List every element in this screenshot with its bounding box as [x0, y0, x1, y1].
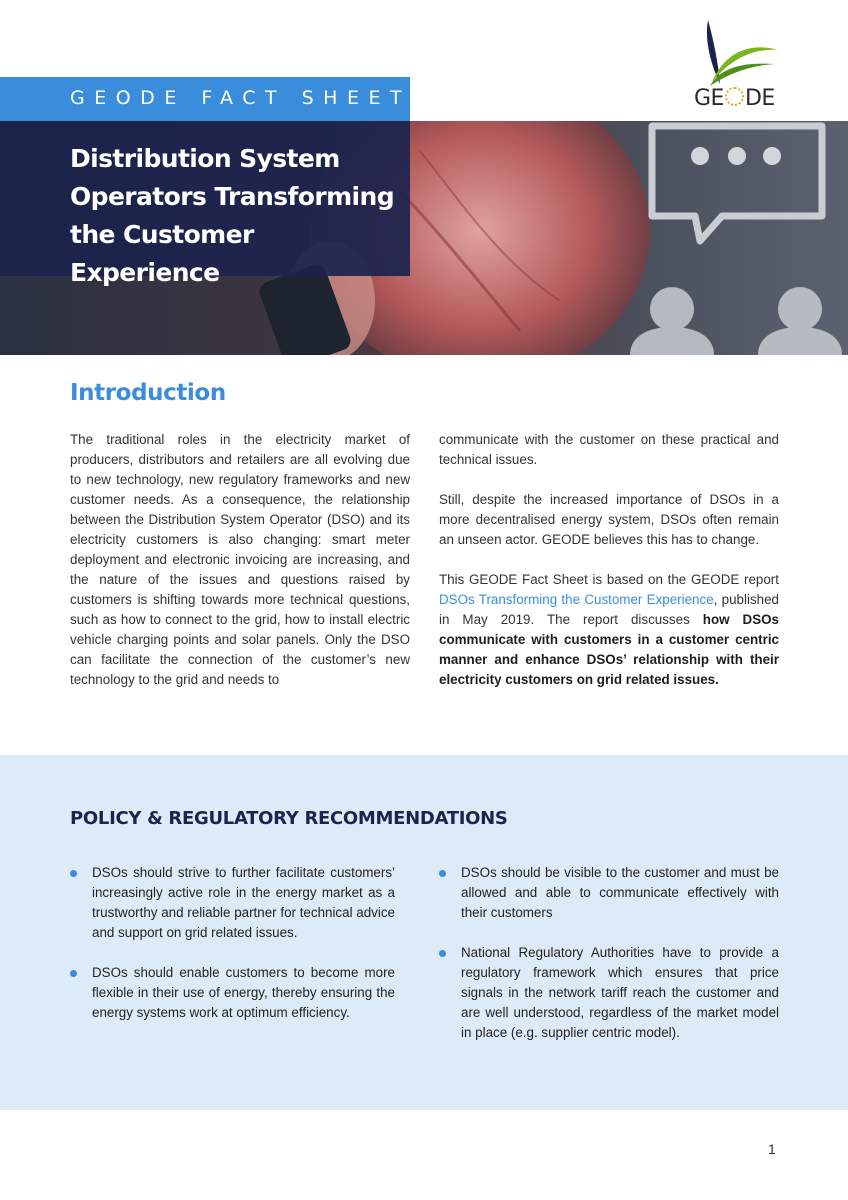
page-number: 1	[768, 1141, 776, 1157]
intro-p3-text-b: , published in May 2019. The report discusses	[439, 592, 779, 627]
recommendation-text: DSOs should be visible to the customer and must be allowed and able to communicate effectively with their customers	[461, 865, 779, 920]
person-icon	[630, 287, 842, 355]
recommendations-left	[70, 863, 395, 1043]
intro-right-paragraph-3	[439, 570, 779, 690]
bullet-icon	[70, 870, 77, 877]
recommendation-item	[70, 963, 395, 1023]
intro-left-paragraph: The traditional roles in the electricity market of producers, distributors and retailers are all evolving due to new technology, new regulatory frameworks and new customer needs. As a consequence, the relationship between the Distribution System Operator (DSO) and its electricity customers is also changing: smart meter deployment and electronic invoicing are increasing, and the nature of the issues and questions raised by customers is shifting towards more technical questions, such as how to connect to the grid, how to install electric vehicle charging points and solar panels. Only the DSO can facilitate the connection of the customer’s new technology to the grid and needs to	[70, 432, 410, 687]
bullet-icon	[439, 870, 446, 877]
logo-text-right: DE	[744, 86, 775, 111]
recommendation-item	[439, 863, 779, 923]
policy-heading: POLICY & REGULATORY RECOMMENDATIONS	[70, 808, 508, 829]
recommendation-text: DSOs should enable customers to become more flexible in their use of energy, thereby ensuring the energy systems work at optimum efficiency.	[92, 965, 395, 1020]
recommendation-item	[439, 943, 779, 1043]
logo-text-left: GE	[694, 86, 724, 111]
logo-wordmark	[694, 86, 775, 111]
bullet-icon	[70, 970, 77, 977]
logo-sun-icon	[725, 87, 744, 106]
report-link[interactable]: DSOs Transforming the Customer Experience	[439, 592, 714, 607]
intro-right-paragraph-2: Still, despite the increased importance of DSOs in a more decentralised energy system, DSOs often remain an unseen actor. GEODE believes this has to change.	[439, 492, 779, 547]
intro-heading: Introduction	[70, 380, 226, 406]
chat-bubble-icon	[652, 126, 822, 241]
intro-right-column	[439, 430, 779, 710]
recommendation-text: DSOs should strive to further facilitate customers’ increasingly active role in the energy market as a trustworthy and reliable partner for technical advice and support on grid related issues.	[92, 865, 395, 940]
intro-p3-bold: how DSOs communicate with customers in a customer centric manner and enhance DSOs’ relationship with their electricity customers on grid related issues.	[439, 612, 779, 687]
intro-right-paragraph-1: communicate with the customer on these practical and technical issues.	[439, 432, 779, 467]
fact-sheet-label: GEODE FACT SHEET	[70, 87, 412, 109]
recommendations-right	[439, 863, 779, 1063]
recommendation-item	[70, 863, 395, 943]
page-title: Distribution System Operators Transforming the Customer Experience	[70, 144, 395, 287]
intro-left-column	[70, 430, 410, 710]
intro-p3-text-a: This GEODE Fact Sheet is based on the GEODE report	[439, 572, 779, 587]
recommendation-text: National Regulatory Authorities have to provide a regulatory framework which ensures that price signals in the network tariff reach the customer and are well understood, regardless of the market model in place (e.g. supplier centric model).	[461, 945, 779, 1040]
bullet-icon	[439, 950, 446, 957]
